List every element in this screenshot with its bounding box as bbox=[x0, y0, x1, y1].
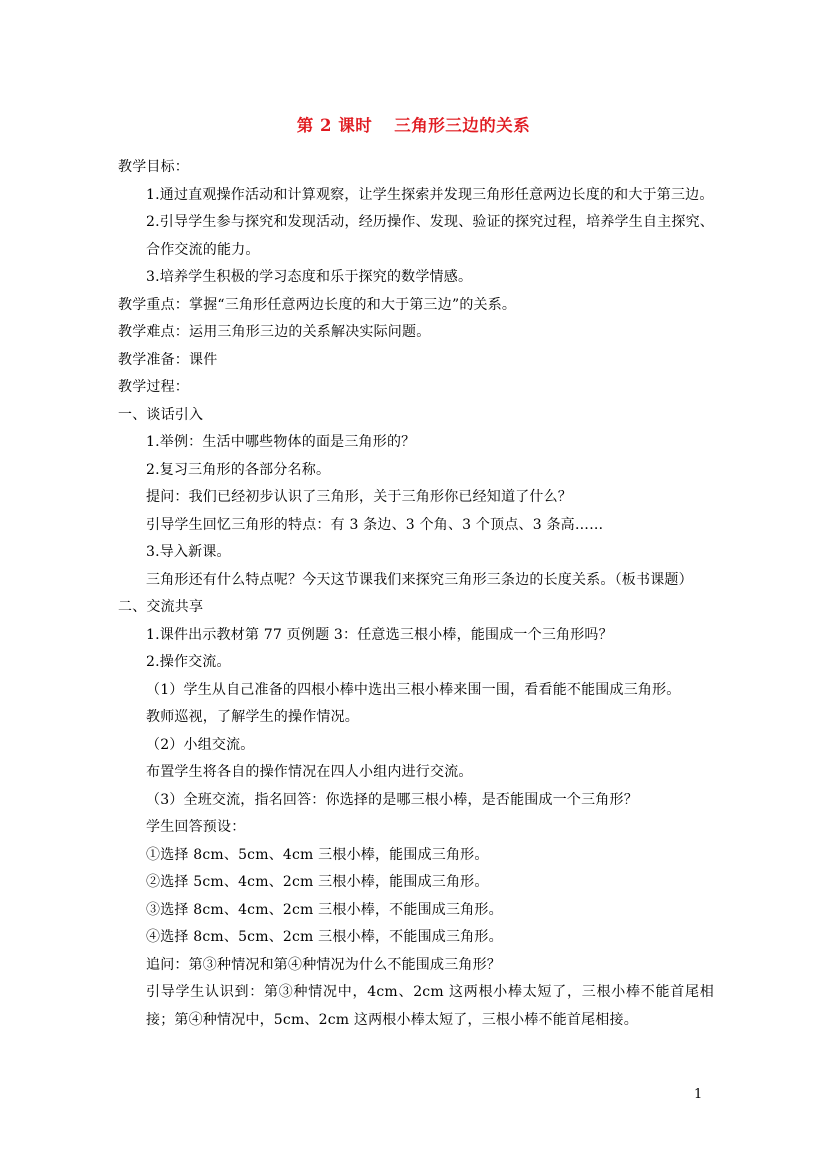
text-line: 2.复习三角形的各部分名称。 bbox=[146, 461, 331, 478]
text-line: ②选择 5cm、4cm、2cm 三根小棒，能围成三角形。 bbox=[146, 874, 489, 890]
lesson-topic: 三角形三边的关系 bbox=[394, 116, 531, 135]
text-line: 二、交流共享 bbox=[118, 599, 204, 615]
text-line: 1.课件出示教材第 77 页例题 3：任意选三根小棒，能围成一个三角形吗？ bbox=[146, 626, 613, 643]
text-line: 三角形还有什么特点呢？今天这节课我们来探究三角形三条边的长度关系。（板书课题） bbox=[146, 571, 693, 588]
text-line: 2.操作交流。 bbox=[146, 654, 231, 670]
text-line: 教学准备：课件 bbox=[118, 351, 218, 368]
lesson-number: 第 2 课时 bbox=[296, 116, 373, 135]
text-line: 1.举例：生活中哪些物体的面是三角形的？ bbox=[146, 434, 416, 450]
text-line: 教学难点：运用三角形三边的关系解决实际问题。 bbox=[118, 324, 431, 340]
lesson-title bbox=[0, 112, 827, 136]
lesson-body bbox=[118, 154, 714, 1034]
text-line: 1.通过直观操作活动和计算观察，让学生探索并发现三角形任意两边长度的和大于第三边。 bbox=[146, 186, 714, 203]
text-line: 引导学生认识到：第③种情况中，4cm、2cm 这两根小棒太短了，三根小棒不能首尾相接；第④种情况中，5cm、2cm 这两根小棒太短了，三根小棒不能首尾相接。 bbox=[146, 984, 714, 1028]
text-line: 教学重点：掌握“三角形任意两边长度的和大于第三边”的关系。 bbox=[118, 296, 517, 313]
text-line: （1）学生从自己准备的四根小棒中选出三根小棒来围一围，看看能不能围成三角形。 bbox=[146, 681, 681, 698]
text-line: （2）小组交流。 bbox=[146, 736, 255, 753]
text-line: （3）全班交流，指名回答：你选择的是哪三根小棒，是否能围成一个三角形？ bbox=[146, 791, 638, 808]
text-line: 提问：我们已经初步认识了三角形，关于三角形你已经知道了什么？ bbox=[146, 489, 572, 505]
text-line: 教学目标： bbox=[118, 159, 189, 175]
text-line: 3.培养学生积极的学习态度和乐于探究的数学情感。 bbox=[146, 269, 473, 285]
page-number: 1 bbox=[694, 1087, 703, 1102]
text-line: 一、谈话引入 bbox=[118, 406, 204, 423]
text-line: 2.引导学生参与探究和发现活动，经历操作、发现、验证的探究过程，培养学生自主探究、合作交流的能力。 bbox=[146, 214, 714, 258]
text-line: ①选择 8cm、5cm、4cm 三根小棒，能围成三角形。 bbox=[146, 846, 489, 863]
text-line: 引导学生回忆三角形的特点：有 3 条边、3 个角、3 个顶点、3 条高…… bbox=[146, 516, 604, 533]
text-line: 3.导入新课。 bbox=[146, 544, 231, 560]
text-line: 追问：第③种情况和第④种情况为什么不能围成三角形？ bbox=[146, 956, 501, 973]
text-line: 教师巡视，了解学生的操作情况。 bbox=[146, 709, 359, 725]
text-line: 布置学生将各自的操作情况在四人小组内进行交流。 bbox=[146, 764, 473, 780]
text-line: ④选择 8cm、5cm、2cm 三根小棒，不能围成三角形。 bbox=[146, 929, 503, 945]
text-line: ③选择 8cm、4cm、2cm 三根小棒，不能围成三角形。 bbox=[146, 901, 503, 918]
text-line: 教学过程： bbox=[118, 379, 189, 395]
text-line: 学生回答预设： bbox=[146, 819, 246, 835]
